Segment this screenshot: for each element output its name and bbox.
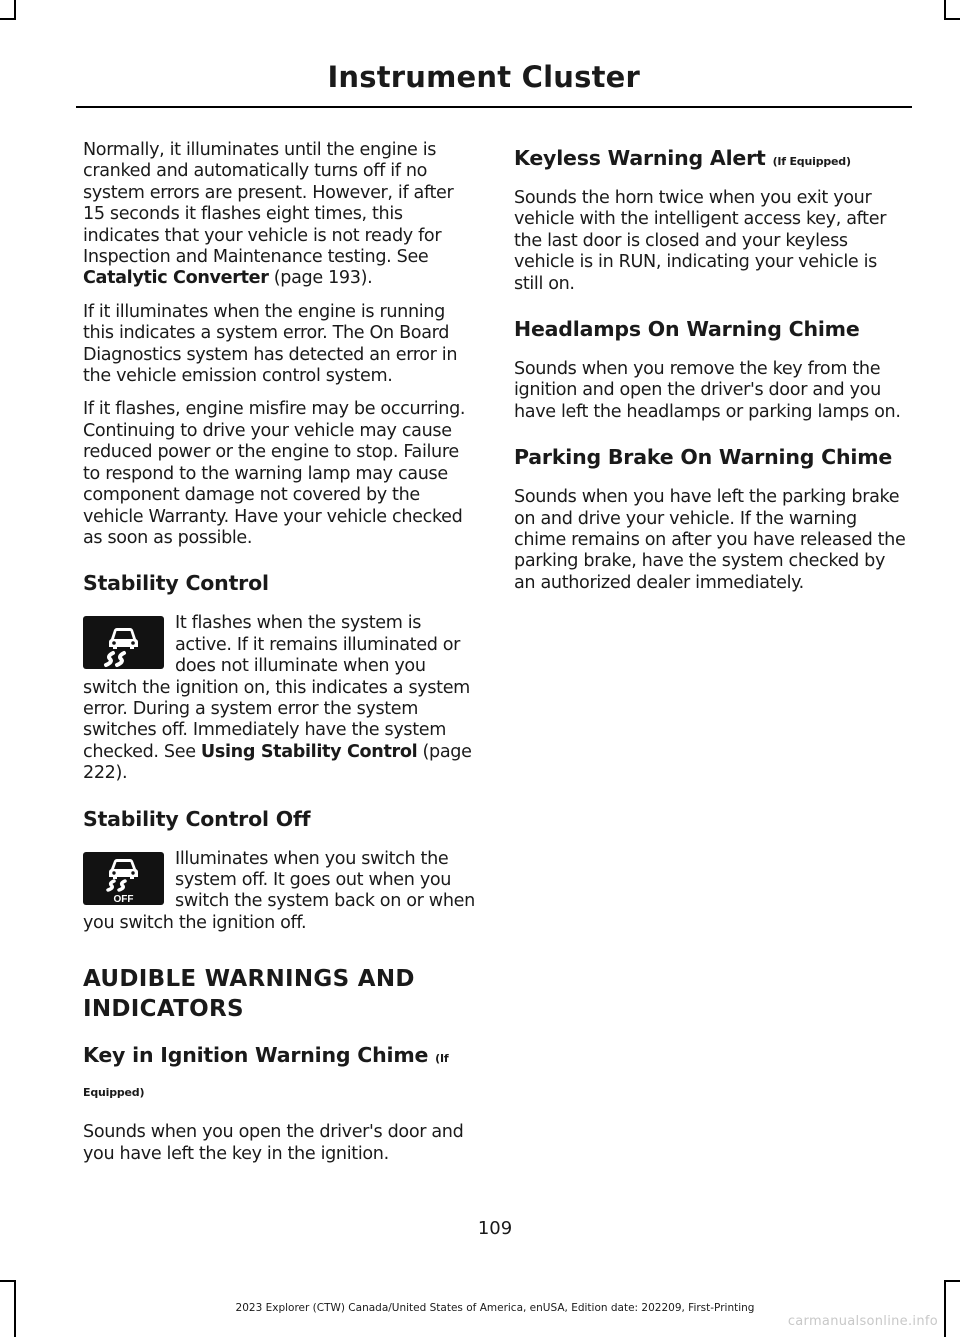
stability-control-icon: [83, 616, 164, 669]
audible-warnings-heading: AUDIBLE WARNINGS AND INDICATORS: [83, 966, 415, 1023]
left-column: [83, 140, 475, 1177]
edition-note: 2023 Explorer (CTW) Canada/United States of America, enUSA, Edition date: 202209, First-Printing: [235, 1302, 755, 1314]
headlamps-warning-text: Sounds when you remove the key from the ignition and open the driver's door and you have left the headlamps or parking lamps on.: [514, 359, 901, 422]
stability-control-off-icon: [83, 852, 164, 905]
key-in-ignition-heading-qualifier: (If Equipped): [83, 1052, 449, 1100]
headlamps-warning-heading: Headlamps On Warning Chime: [514, 317, 860, 342]
keyless-warning-text: Sounds the horn twice when you exit your vehicle with the intelligent access key, after the last door is closed and your keyless vehicle is in RUN, indicating your vehicle is still on.: [514, 188, 887, 294]
stability-control-off-heading: Stability Control Off: [83, 806, 311, 831]
stability-control-heading: Stability Control: [83, 571, 269, 596]
crop-mark: [14, 0, 16, 20]
crop-mark: [944, 1280, 960, 1282]
catalytic-converter-page-ref: (page 193).: [268, 268, 373, 289]
crop-mark: [0, 18, 16, 20]
right-column: [514, 140, 906, 606]
key-in-ignition-heading-text: Key in Ignition Warning Chime: [83, 1043, 429, 1068]
stability-control-section: [83, 613, 475, 784]
page-number: 109: [477, 1218, 513, 1239]
stability-control-off-text: Illuminates when you switch the system off. It goes out when you switch the system back on or when you switch the ignition off.: [83, 848, 475, 933]
keyless-warning-heading-text: Keyless Warning Alert: [514, 146, 766, 170]
key-in-ignition-heading: [83, 1040, 475, 1108]
key-in-ignition-text: Sounds when you open the driver's door and you have left the key in the ignition.: [83, 1122, 464, 1164]
intro-paragraph-1: [83, 140, 475, 290]
intro-paragraph-1-text: Normally, it illuminates until the engine is cranked and automatically turns off if no system errors are present. However, if after 15 seconds it flashes eight times, this indicates that your vehicle is not ready for Inspection and Maintenance testing. See: [83, 140, 454, 268]
crop-mark: [0, 1280, 16, 1282]
stability-control-body: It flashes when the system is active. If it remains illuminated or does not illuminate when you switch the ignition on, this indicates a system error. During a system error the system switches off. Immediately have the system checked. See: [83, 613, 470, 762]
header-rule: [76, 106, 912, 108]
catalytic-converter-link[interactable]: Catalytic Converter: [83, 268, 269, 289]
stability-control-off-section: [83, 849, 475, 935]
keyless-warning-heading: [514, 146, 906, 170]
crop-mark: [944, 18, 960, 20]
intro-paragraph-3: If it flashes, engine misfire may be occurring. Continuing to drive your vehicle may cause reduced power or the engine to stop. Failure to respond to the warning lamp may cause component damage not covered by the vehicle Warranty. Have your vehicle checked as soon as possible.: [83, 399, 466, 548]
keyless-warning-heading-qualifier: (If Equipped): [772, 155, 851, 168]
watermark: carmanualsonline.info: [787, 1314, 938, 1329]
using-stability-control-link[interactable]: Using Stability Control: [200, 741, 418, 762]
page-header-title: Instrument Cluster: [327, 60, 640, 94]
stability-control-off-icon-label: OFF: [113, 893, 134, 905]
crop-mark: [944, 0, 946, 20]
intro-paragraph-2: If it illuminates when the engine is running this indicates a system error. The On Board Diagnostics system has detected an error in the vehicle emission control system.: [83, 301, 458, 387]
parking-brake-warning-text: Sounds when you have left the parking brake on and drive your vehicle. If the warning chime remains on after you have released the parking brake, have the system checked by an authorized dealer immediately.: [514, 487, 906, 593]
using-stability-control-page-ref: (page 222).: [83, 741, 472, 784]
parking-brake-warning-heading: Parking Brake On Warning Chime: [514, 445, 893, 470]
